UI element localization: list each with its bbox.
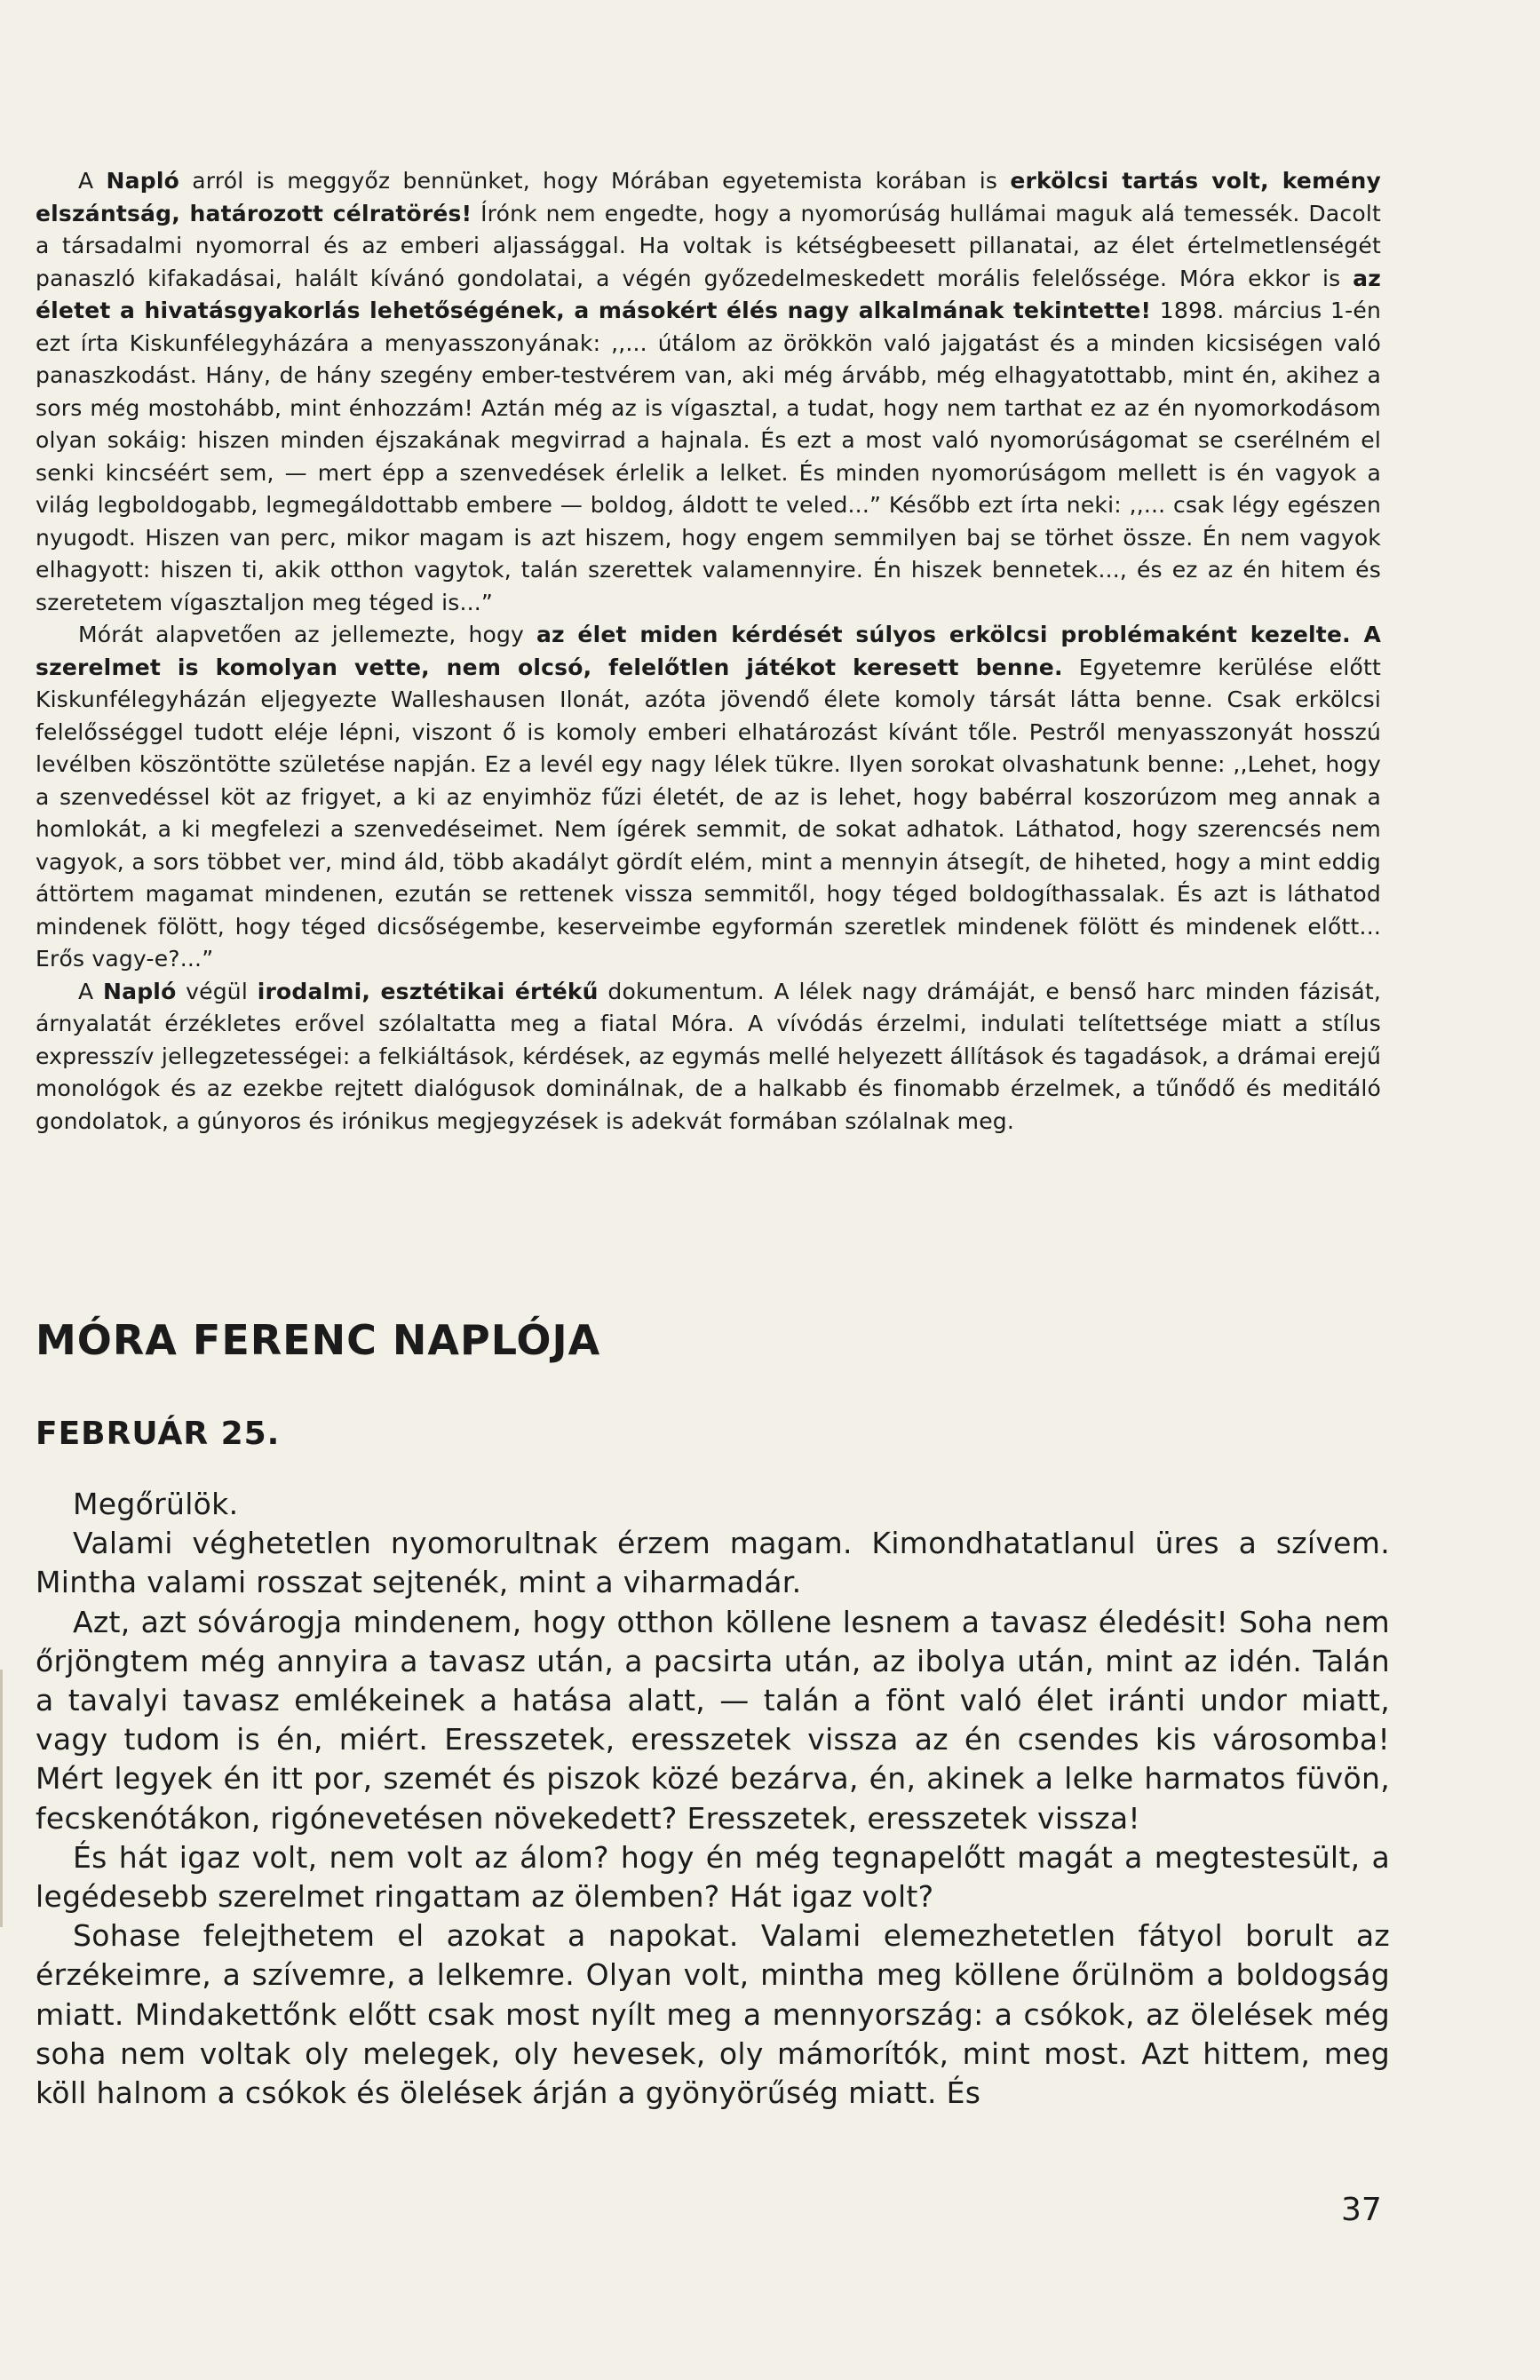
emphasis-text: az élet miden kérdését súlyos erkölcsi problémaként kezelte. A szerelmet is komolyan vette, nem olcsó, felelőtlen játékot keresett benne.: [36, 622, 1381, 680]
diary-entry-date: FEBRUÁR 25.: [36, 1416, 281, 1452]
diary-paragraph: Sohase felejthetem el azokat a napokat. Valami elemezhetetlen fátyol borult az érzékeimre, a szívemre, a lelkemre. Olyan volt, mintha meg köllene őrülnöm a boldogság miatt. Mindakettőnk előtt csak most nyílt meg a mennyország: a csókok, az ölelések még soha nem voltak oly melegek, oly hevesek, oly mámorítók, mint most. Azt hittem, meg köll halnom a csókok és ölelések árján a gyönyörűség miatt. És: [36, 1918, 1390, 2111]
body-text: A: [78, 168, 107, 194]
emphasis-text: Napló: [106, 168, 179, 194]
intro-paragraph: [36, 976, 1381, 1138]
body-text: végül: [176, 978, 258, 1004]
diary-paragraph: Valami véghetetlen nyomorultnak érzem magam. Kimondhatatlanul üres a szívem. Mintha valami rosszat sejtenék, mint a viharmadár.: [36, 1526, 1390, 1600]
emphasis-text: az életet a hivatásgyakorlás lehetőségének, a másokért élés nagy alkalmának tekintette!: [36, 265, 1381, 323]
diary-paragraph: Azt, azt sóvárogja mindenem, hogy otthon köllene lesnem a tavasz éledésit! Soha nem őrjöngtem még annyira a tavasz után, a pacsirta után, az ibolya után, mint az idén. Talán a tavalyi tavasz emlékeinek a hatása alatt, — talán a fönt való élet iránti undor miatt, vagy tudom is én, miért. Eresszetek, eresszetek vissza az én csendes kis városomba! Mért legyek én itt por, szemét és piszok közé bezárva, én, akinek a lelke harmatos füvön, fecskenótákon, rigónevetésen növekedett? Eresszetek, eresszetek vissza!: [36, 1604, 1390, 1836]
diary-paragraph: Megőrülök.: [73, 1487, 239, 1521]
body-text: A: [78, 978, 104, 1004]
body-text: Írónk nem engedte, hogy a nyomorúság hullámai maguk alá temessék. Dacolt a társadalmi nyomorral és az emberi aljassággal. Ha voltak is kétségbeesett pillanatai, az élet értelmetlenségét panaszló kifakadásai, halált kívánó gondolatai, a végén győzedelmeskedett morális felelőssége. Móra ekkor is: [36, 200, 1381, 291]
body-text: 1898. március 1-én ezt írta Kiskunfélegyházára a menyasszonyának: ,,... útálom az örökkön való jajgatást és a minden kicsiségen való panaszkodást. Hány, de hány szegény ember-testvérem van, aki még árvább, még elhagyatottabb, mint én, akihez a sors még mostohább, mint énhozzám! Aztán még az is vígasztal, a tudat, hogy nem tarthat ez az én nyomorkodásom olyan sokáig: hiszen minden éjszakának megvirrad a hajnala. És ezt a most való nyomorúságomat se cserélném el senki kincséért sem, — mert épp a szenvedések érlelik a lelket. És minden nyomorúságom mellett is én vagyok a világ legboldogabb, legmegáldottabb embere — boldog, áldott te veled...” Később ezt írta neki: ,,... csak légy egészen nyugodt. Hiszen van perc, mikor magam is azt hiszem, hogy engem semmilyen baj se törhet össze. Én nem vagyok elhagyott: hiszen ti, akik otthon vagytok, talán szerettek valamennyire. Én hiszek bennetek..., és ez az én hitem és szeretetem vígasztaljon meg téged is...”: [36, 298, 1381, 615]
intro-paragraph: [36, 165, 1381, 619]
intro-text: [36, 165, 1381, 1138]
chapter-title: MÓRA FERENC NAPLÓJA: [36, 1316, 601, 1364]
diary-text: [36, 1485, 1390, 2113]
body-text: arról is meggyőz bennünket, hogy Mórában egyetemista korában is: [179, 168, 1011, 194]
body-text: dokumentum. A lélek nagy drámáját, e benső harc minden fázisát, árnyalatát érzékletes erővel szólaltatta meg a fiatal Móra. A vívódás érzelmi, indulati telítettsége miatt a stílus expresszív jellegzetességei: a felkiáltások, kérdések, az egymás mellé helyezett állítások és tagadások, a drámai erejű monológok és az ezekbe rejtett dialógusok dominálnak, de a halkabb és finomabb érzelmek, a tűnődő és meditáló gondolatok, a gúnyoros és irónikus megjegyzések is adekvát formában szólalnak meg.: [36, 978, 1381, 1134]
body-text: Mórát alapvetően az jellemezte, hogy: [78, 622, 536, 647]
page-edge-shadow: [0, 1670, 3, 1927]
emphasis-text: irodalmi, esztétikai értékű: [257, 978, 599, 1004]
emphasis-text: Napló: [103, 978, 177, 1004]
emphasis-text: erkölcsi tartás volt, kemény elszántság, határozott célratörés!: [36, 168, 1381, 226]
page-number: 37: [1341, 2192, 1382, 2228]
body-text: Egyetemre kerülése előtt Kiskunfélegyházán eljegyezte Walleshausen Ilonát, azóta jövendő élete komoly társát látta benne. Csak erkölcsi felelősséggel tudott eléje lépni, viszont ő is komoly emberi elhatározást kívánt tőle. Pestről menyasszonyát hosszú levélben köszöntötte születése napján. Ez a levél egy nagy lélek tükre. Ilyen sorokat olvashatunk benne: ,,Lehet, hogy a szenvedéssel köt az frigyet, a ki az enyimhöz fűzi életét, de az is lehet, hogy babérral koszorúzom meg annak a homlokát, a ki megfelezi a szenvedéseimet. Nem ígérek semmit, de sokat adhatok. Láthatod, hogy szerencsés nem vagyok, a sors többet ver, mind áld, több akadályt gördít elém, mint a mennyin átsegít, de hiheted, hogy a mint eddig áttörtem magamat mindenen, ezután se rettenek vissza semmitől, hogy téged boldogíthassalak. És azt is láthatod mindenek fölött, hogy téged dicsőségembe, keserveimbe egyformán szeretlek mindenek fölött és mindenek előtt... Erős vagy-e?...”: [36, 654, 1381, 972]
intro-paragraph: [36, 619, 1381, 976]
diary-paragraph: És hát igaz volt, nem volt az álom? hogy én még tegnapelőtt magát a megtestesült, a legédesebb szerelmet ringattam az ölemben? Hát igaz volt?: [36, 1839, 1390, 1915]
